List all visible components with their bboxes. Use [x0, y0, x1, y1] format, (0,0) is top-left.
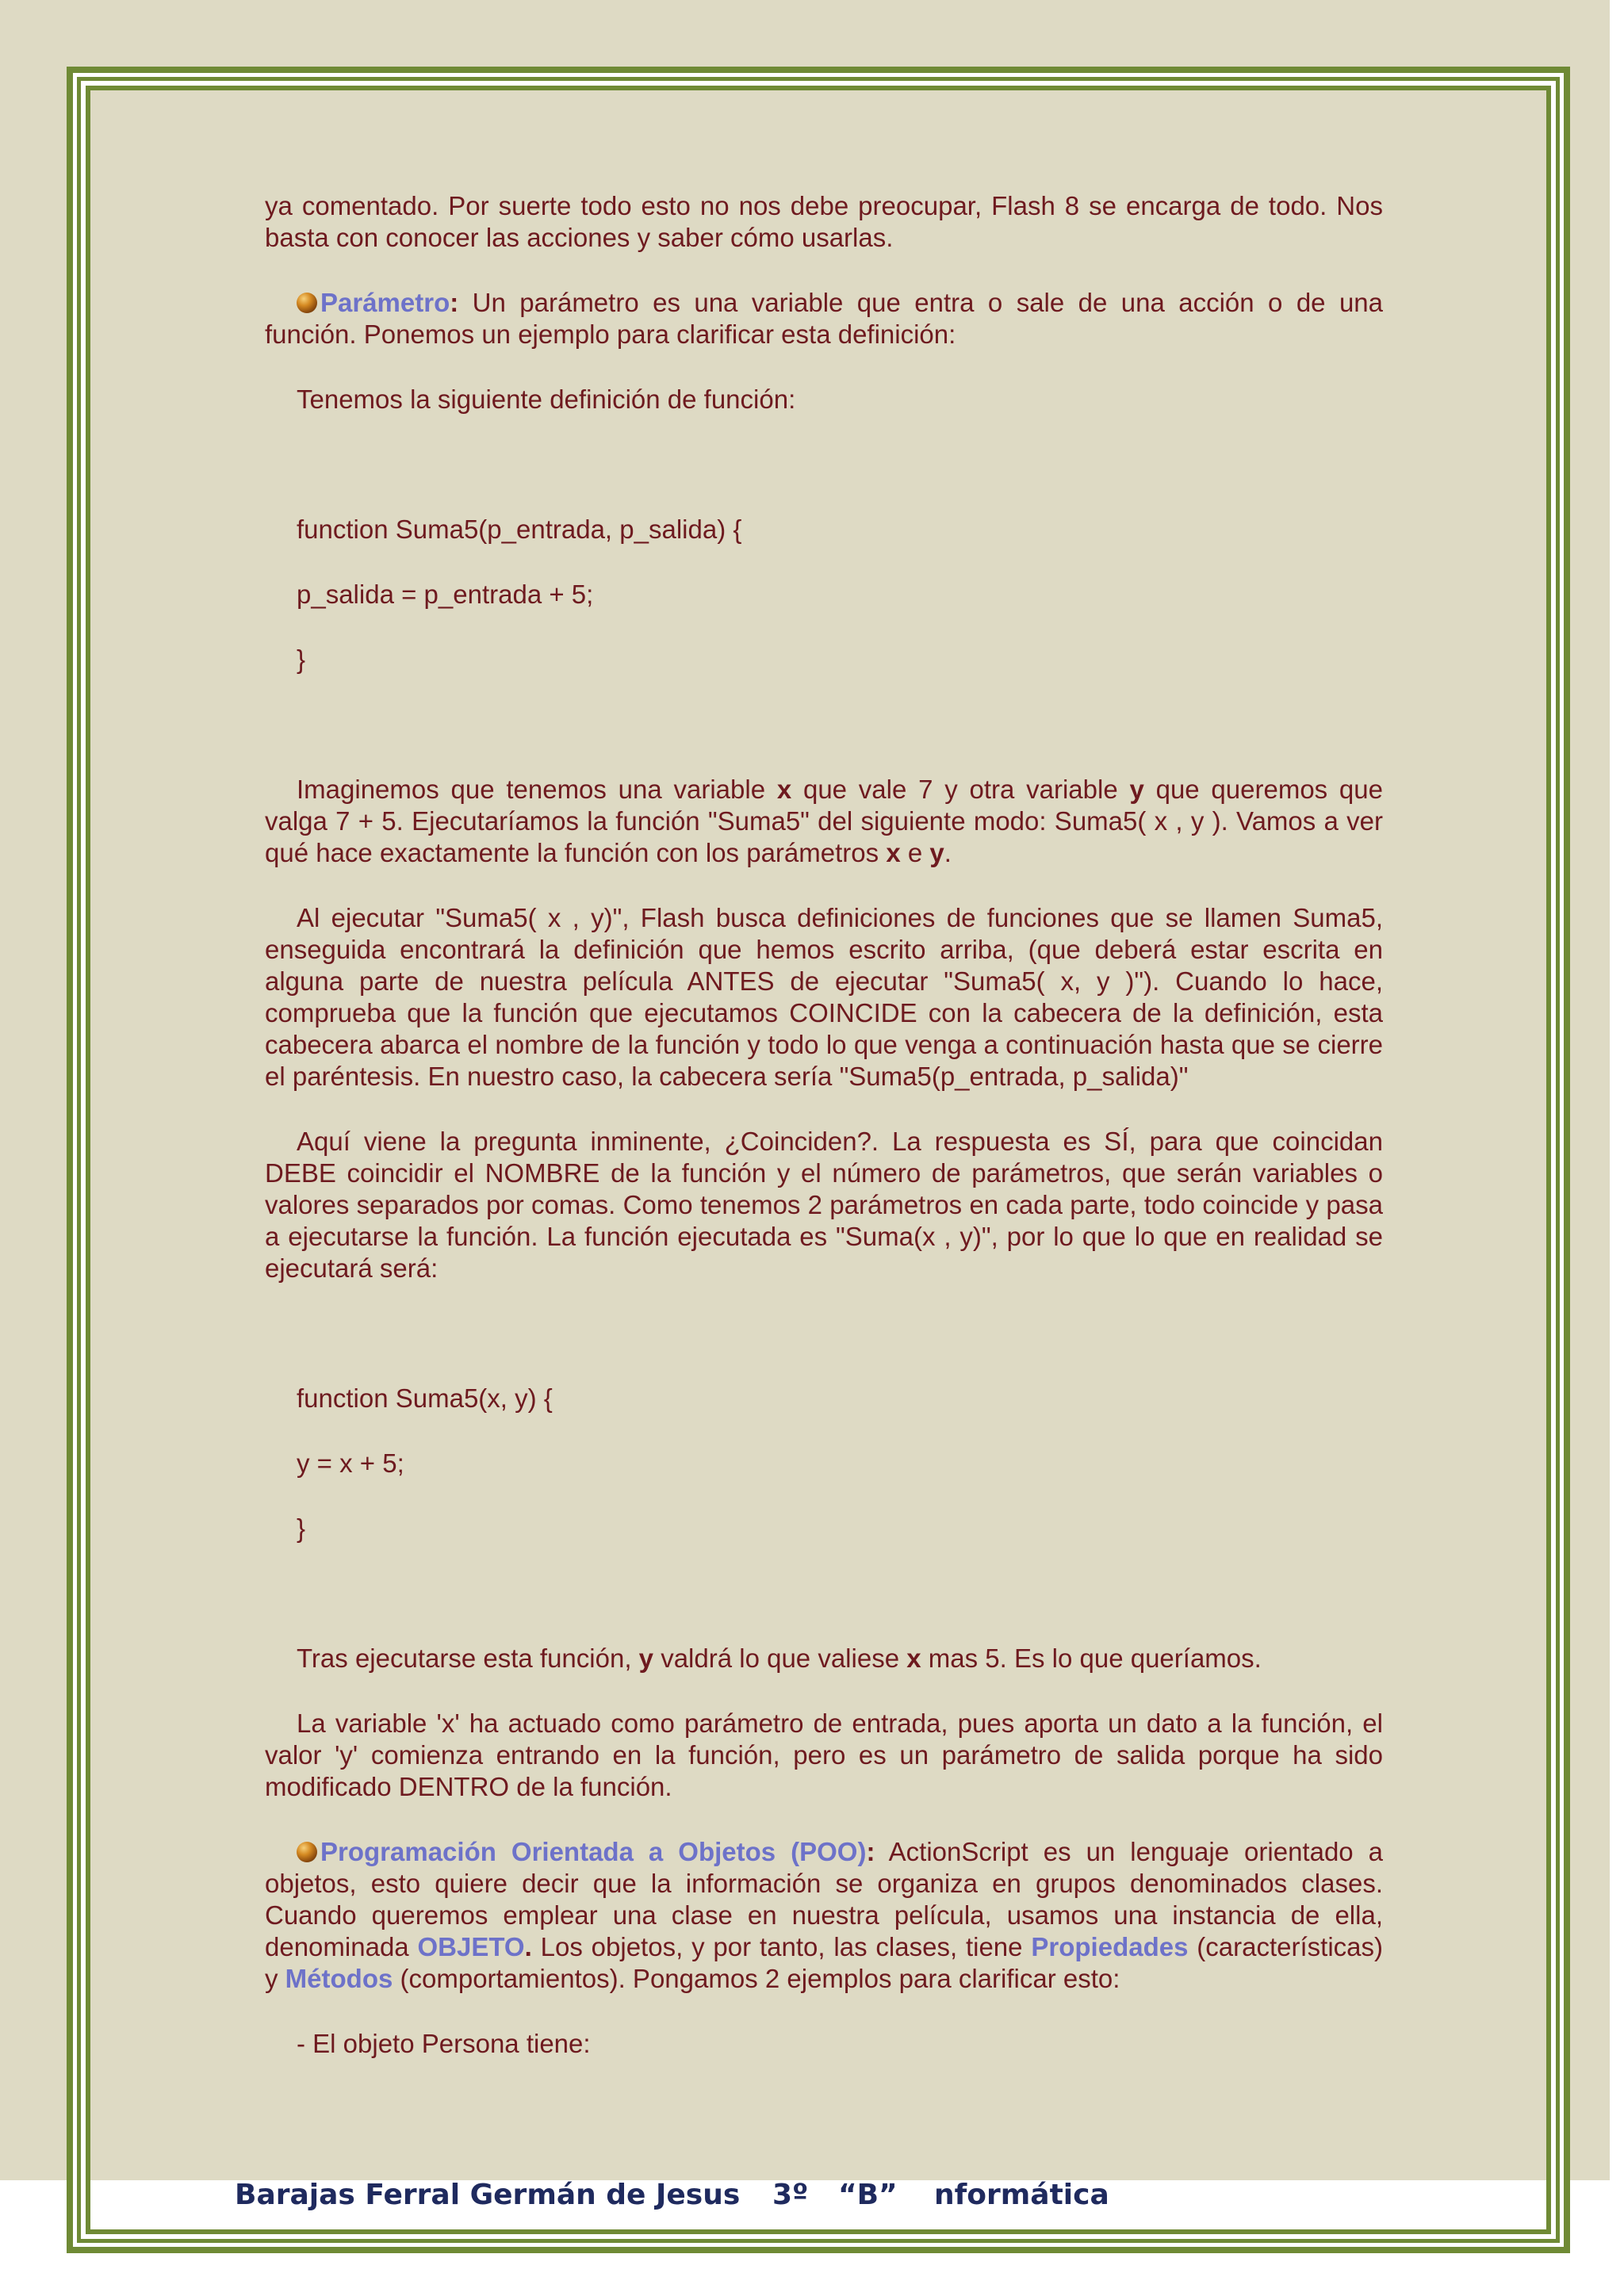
text-run: ActionScript es un lenguaje orientado a objetos, esto quiere decir que la información se organiza en grupos denominados clases. Cuando queremos emplear una clase en nuestra película, usamos una instancia de ella, denominada: [265, 1837, 1384, 1961]
var-y: y: [638, 1644, 654, 1673]
footer-grade: 3º “B”: [772, 2179, 898, 2211]
paragraph-parametro: [265, 287, 1383, 350]
spacer: [265, 449, 1383, 514]
term-poo: Programación Orientada a Objetos (POO): [320, 1837, 867, 1866]
var-x: x: [886, 838, 901, 867]
var-y: y: [1129, 775, 1144, 804]
paragraph-ejecutar: Al ejecutar "Suma5( x , y)", Flash busca definiciones de funciones que se llamen Suma5, enseguida encontrará la definición que hemos escrito arriba, (que deberá estar escrita en alguna parte de nuestra película ANTES de ejecutar "Suma5( x, y )"). Cuando lo hace, comprueba que la función que ejecutamos COINCIDE con la cabecera de la definición, esta cabecera abarca el nombre de la función y todo lo que venga a continuación hasta que se cierre el paréntesis. En nuestro caso, la cabecera sería "Suma5(p_entrada, p_salida)": [265, 903, 1383, 1091]
text-run: mas 5. Es lo que queríamos.: [921, 1644, 1262, 1673]
text-run: (características) y: [265, 1932, 1384, 1993]
text-run: Los objetos, y por tanto, las clases, tiene: [531, 1932, 1032, 1961]
paragraph-persona: - El objeto Persona tiene:: [297, 2029, 591, 2058]
term-propiedades: Propiedades: [1031, 1932, 1189, 1961]
paragraph-text: Un parámetro es una variable que entra o sale de una acción o de una función. Ponemos un ejemplo para clarificar esta definición:: [265, 288, 1383, 349]
spacer: [265, 709, 1383, 774]
paragraph-imaginemos: [265, 774, 1383, 869]
code-line: }: [297, 645, 306, 674]
paragraph-definicion: Tenemos la siguiente definición de función:: [297, 385, 796, 414]
spacer: [265, 1578, 1383, 1643]
text-run: que queremos que valga 7 + 5. Ejecutaríamos la función "Suma5" del siguiente modo: Suma5( x , y ). Vamos a ver qué hace exactamente la función con los parámetros: [265, 775, 1383, 867]
term-metodos: Métodos: [285, 1964, 393, 1993]
bullet-icon: [297, 1842, 317, 1862]
term-colon: :: [450, 288, 459, 317]
footer-subject: nformática: [934, 2179, 1109, 2211]
var-y: y: [929, 838, 944, 867]
paragraph-variable: La variable 'x' ha actuado como parámetro de entrada, pues aporta un dato a la función, el valor 'y' comienza entrando en la función, pero es un parámetro de salida porque ha sido modificado DENTRO de la función.: [265, 1709, 1383, 1801]
term-colon: :: [866, 1837, 875, 1866]
code-line: p_salida = p_entrada + 5;: [297, 580, 594, 609]
paragraph-intro: ya comentado. Por suerte todo esto no nos debe preocupar, Flash 8 se encarga de todo. Nos basta con conocer las acciones y saber cómo usarlas.: [265, 191, 1383, 252]
text-run: que vale 7 y otra variable: [791, 775, 1130, 804]
term-objeto: OBJETO: [417, 1932, 525, 1961]
var-x: x: [906, 1644, 921, 1673]
code-line: y = x + 5;: [297, 1448, 404, 1478]
code-line: function Suma5(x, y) {: [297, 1383, 553, 1413]
bullet-icon: [297, 293, 317, 313]
paragraph-pregunta: Aquí viene la pregunta inminente, ¿Coinciden?. La respuesta es SÍ, para que coincidan DEBE coincidir el NOMBRE de la función y el número de parámetros, que serán variables o valores separados por comas. Como tenemos 2 parámetros en cada parte, todo coincide y pasa a ejecutarse la función. La función ejecutada es "Suma(x , y)", por lo que lo que en realidad se ejecutará será:: [265, 1127, 1383, 1283]
code-line: function Suma5(p_entrada, p_salida) {: [297, 515, 742, 544]
term-dot: .: [524, 1932, 532, 1961]
text-run: Imaginemos que tenemos una variable: [297, 775, 777, 804]
footer-author: Barajas Ferral Germán de Jesus: [235, 2179, 741, 2211]
text-run: .: [944, 838, 952, 867]
code-line: }: [297, 1513, 306, 1543]
term-parametro: Parámetro: [320, 288, 450, 317]
spacer: [265, 1318, 1383, 1383]
text-run: e: [900, 838, 930, 867]
paragraph-tras: [265, 1643, 1383, 1674]
text-run: valdrá lo que valiese: [653, 1644, 907, 1673]
document-body: [265, 190, 1383, 2093]
paragraph-poo: [265, 1836, 1383, 1995]
var-x: x: [776, 775, 792, 804]
text-run: (comportamientos). Pongamos 2 ejemplos para clarificar esto:: [393, 1964, 1120, 1993]
text-run: Tras ejecutarse esta función,: [297, 1644, 639, 1673]
